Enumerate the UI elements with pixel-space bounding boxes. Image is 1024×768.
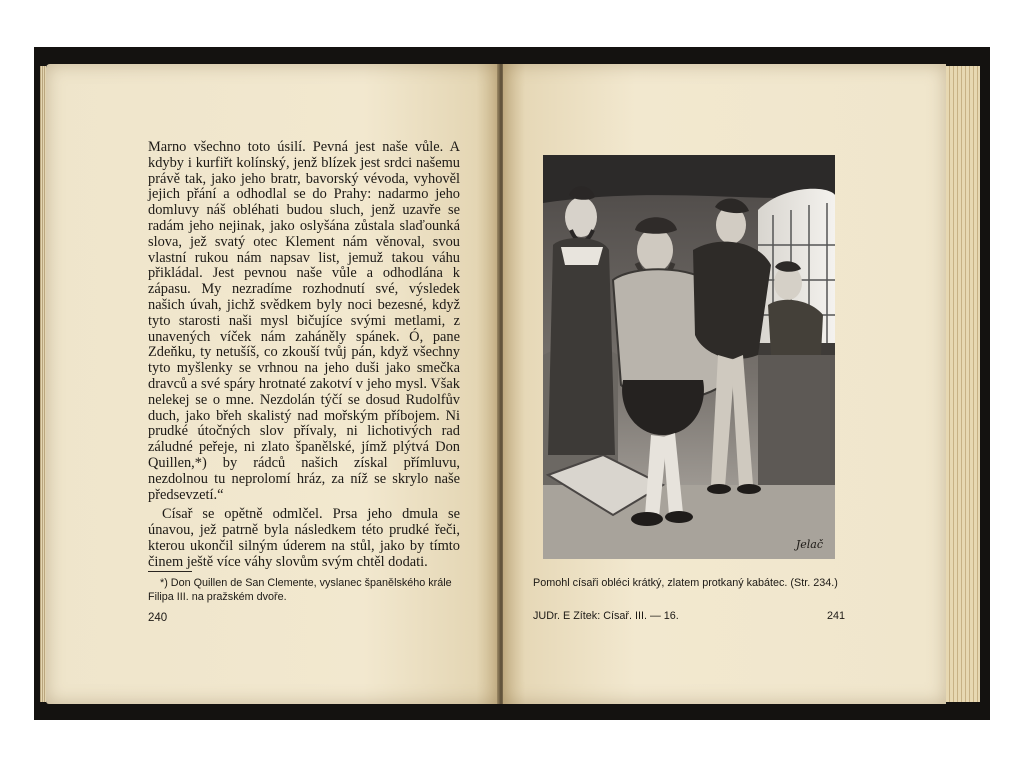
footnote: *) Don Quillen de San Clemente, vyslanec španělského krále Filipa III. na pražském dvoře. [148,577,452,603]
illustrator-signature: Jelač [795,538,823,551]
table-right [758,350,835,490]
left-page-number: 240 [148,612,168,624]
right-page-edges [946,66,980,702]
right-page-footer [533,610,845,622]
illustration-caption: Pomohl císaři obléci krátký, zlatem protkaný kabátec. (Str. 234.) [533,577,838,589]
footnote-divider [148,571,192,572]
right-page-number: 241 [826,610,845,622]
paragraph-2: Císař se opětně odmlčel. Prsa jeho dmula se únavou, jež patrně byla následkem této prudké řeči, kterou ukončil silným úderem na stůl, jako by tímto činem ještě více váhy slovům svým chtěl dodati. [148,506,460,570]
engraving-scene [543,155,835,559]
running-footer-title: JUDr. E Zítek: Císař. III. — 16. [533,610,679,622]
illustration [543,155,835,559]
paragraph-1: Marno všechno toto úsilí. Pevná jest naše vůle. A kdyby i kurfiřt kolínský, jenž blízek jest srdci našemu právě tak, jako jeho bratr, bavorský vévoda, vyhověl jejich přání a odhodlal se do Prahy: nadarmo jeho domluvy náš obléhati budou sluch, jenž uzavře se radám jeho nejinak, jako oslyšána zůstala slaďounká slova, jež svatý otec Klement nám věnoval, svou vlastní rukou nám napsav list, jemuž takou váhu přikládal. Jest pevnou naše vůle a odhodlána k zápasu. My nezradíme rozhodnutí své, výsledek našich úvah, jichž svědkem byly noci bezesné, když tyto starosti naši mysl bičujíce svými metlami, z unavených víček nám zaháněly spánek. Ó, pane Zdeňku, ty netušíš, co zkouší tvůj pán, když všechny tyto myšlenky se vrhnou na jeho duši jako smečka dravců a své spáry hrotnaté zakotví v jeho mysl. Však nelekej se o mne. Nezdolán týčí se dosud Rudolfův duch, jako břeh skalistý nad mořským příbojem. Ni prudké útočných slov přívaly, ni lichotivých rad záludné peřeje, ni zlato španělské, jímž plýtvá Don Quillen,*) by rádců našich získal přímluvu, nezdolnou tu neprolomí hráz, za níž se skrylo naše předsevzetí.“ [148,139,460,503]
left-page-text [148,140,460,571]
